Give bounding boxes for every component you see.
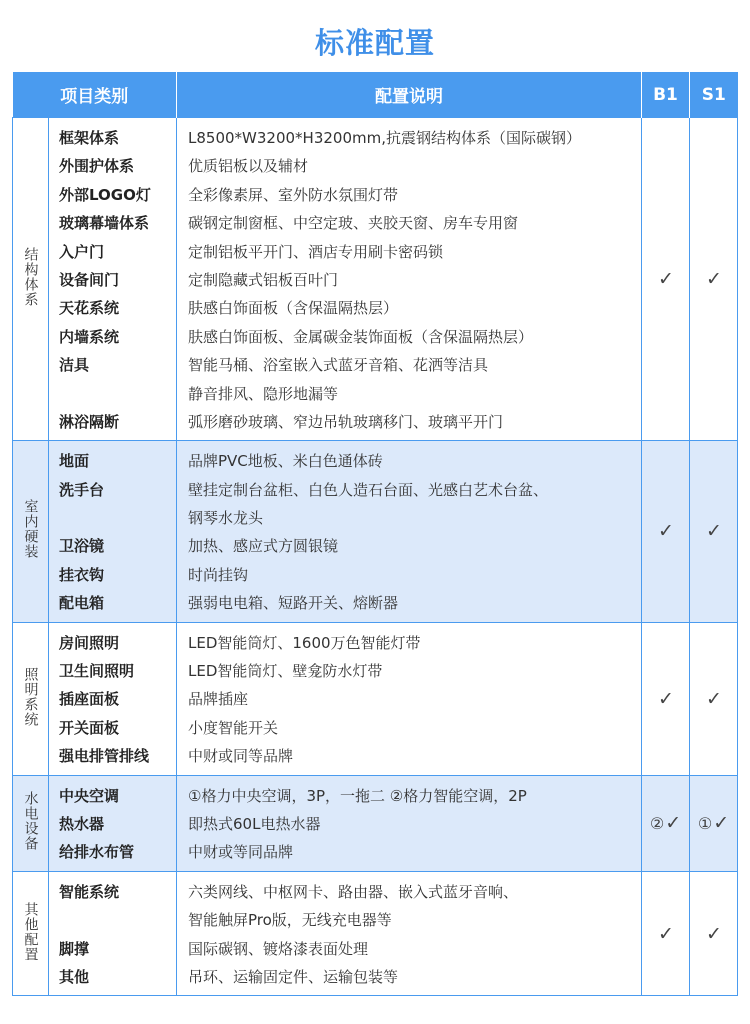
item-name: 脚撑 (59, 939, 90, 958)
check-icon: ✓ (706, 922, 722, 945)
item-list (49, 441, 176, 621)
description-column (177, 622, 642, 775)
description-list (177, 118, 641, 440)
description-list (177, 872, 641, 996)
check-icon: ✓ (706, 520, 722, 543)
check-icon: ✓ (665, 812, 682, 835)
item-description: 即热式60L电热水器 (188, 814, 321, 833)
item-description: 加热、感应式方圆银镜 (188, 537, 339, 556)
item-description: 品牌PVC地板、米白色通体砖 (188, 452, 383, 471)
item-name: 中央空调 (59, 786, 120, 805)
item-name: 配电箱 (59, 594, 105, 613)
group-row (13, 441, 738, 622)
item-list (49, 118, 176, 440)
item-column (49, 871, 177, 996)
item-name: 卫浴镜 (59, 537, 105, 556)
group-label: 室内硬装 (22, 499, 39, 560)
item-description: LED智能筒灯、壁龛防水灯带 (188, 662, 383, 681)
item-description: 静音排风、隐形地漏等 (188, 384, 339, 403)
b1-check-cell (642, 622, 690, 775)
check-icon: ✓ (658, 922, 674, 945)
item-description: L8500*W3200*H3200mm,抗震钢结构体系（国际碳钢） (188, 129, 581, 147)
header-b1: B1 (642, 72, 690, 118)
item-name (49, 380, 176, 408)
item-name: 智能系统 (59, 882, 120, 901)
check-icon: ✓ (706, 268, 722, 291)
item-column (49, 118, 177, 441)
group-label-cell (13, 871, 49, 996)
item-description: 品牌插座 (188, 690, 249, 709)
item-description: 智能马桶、浴室嵌入式蓝牙音箱、花洒等洁具 (188, 356, 489, 375)
item-description: 吊环、运输固定件、运输包装等 (188, 967, 399, 986)
item-name (49, 504, 176, 532)
s1-option-number: ① (697, 814, 713, 834)
b1-check-cell (642, 118, 690, 441)
item-description: 优质铝板以及辅材 (188, 157, 309, 176)
description-column (177, 775, 642, 871)
item-name: 强电排管排线 (59, 747, 150, 766)
check-icon: ✓ (713, 812, 730, 835)
group-label: 照明系统 (22, 666, 39, 727)
item-name: 外围护体系 (59, 157, 135, 176)
item-description: 智能触屏Pro版，无线充电器等 (188, 911, 392, 930)
item-name: 洁具 (59, 356, 90, 375)
item-name: 设备间门 (59, 270, 120, 289)
item-description: 壁挂定制台盆柜、白色人造石台面、光感白艺术台盆、 (188, 480, 549, 499)
group-row (13, 871, 738, 996)
item-description: 小度智能开关 (188, 718, 279, 737)
s1-check-cell (690, 118, 738, 441)
description-list (177, 441, 641, 621)
group-label-cell (13, 775, 49, 871)
item-name: 插座面板 (59, 690, 120, 709)
item-name: 入户门 (59, 242, 105, 261)
check-icon: ✓ (658, 520, 674, 543)
group-label-cell (13, 622, 49, 775)
item-description: 弧形磨砂玻璃、窄边吊轨玻璃移门、玻璃平开门 (188, 412, 504, 431)
table-header-row (13, 72, 738, 118)
description-list (177, 623, 641, 775)
check-icon: ✓ (658, 268, 674, 291)
item-name: 给排水布管 (59, 843, 135, 862)
item-name (49, 906, 176, 934)
s1-check-cell (690, 775, 738, 871)
item-name: 淋浴隔断 (59, 412, 120, 431)
item-description: 国际碳钢、镀烙漆表面处理 (188, 939, 369, 958)
s1-check-cell (690, 871, 738, 996)
item-name: 框架体系 (59, 129, 120, 147)
description-column (177, 118, 642, 441)
item-list (49, 776, 176, 871)
item-name: 洗手台 (59, 480, 105, 499)
b1-check-cell (642, 441, 690, 622)
spec-table (12, 72, 738, 996)
item-description: 定制隐藏式铝板百叶门 (188, 270, 339, 289)
item-name: 地面 (59, 452, 90, 471)
s1-check-cell (690, 441, 738, 622)
item-description: 强弱电电箱、短路开关、熔断器 (188, 594, 399, 613)
item-name: 热水器 (59, 814, 105, 833)
item-description: 钢琴水龙头 (188, 509, 264, 528)
item-list (49, 623, 176, 775)
item-description: 六类网线、中枢网卡、路由器、嵌入式蓝牙音响、 (188, 882, 519, 901)
item-name: 房间照明 (59, 633, 120, 652)
item-description: 时尚挂钩 (188, 565, 249, 584)
item-description: ①格力中央空调，3P，一拖二 ②格力智能空调，2P (188, 786, 527, 805)
item-name: 挂衣钩 (59, 565, 105, 584)
group-label-cell (13, 118, 49, 441)
item-name: 其他 (59, 967, 90, 986)
item-list (49, 872, 176, 996)
item-name: 天花系统 (59, 299, 120, 318)
b1-check-cell (642, 775, 690, 871)
item-description: 定制铝板平开门、酒店专用刷卡密码锁 (188, 242, 444, 261)
b1-check-cell (642, 871, 690, 996)
item-name: 开关面板 (59, 718, 120, 737)
header-description: 配置说明 (177, 72, 642, 118)
item-description: 肤感白饰面板（含保温隔热层） (188, 299, 399, 318)
check-icon: ✓ (706, 687, 722, 710)
item-column (49, 775, 177, 871)
header-category: 项目类别 (13, 72, 177, 118)
item-description: 肤感白饰面板、金属碳金装饰面板（含保温隔热层） (188, 327, 534, 346)
item-description: 中财或等同品牌 (188, 843, 294, 862)
description-list (177, 776, 641, 871)
item-column (49, 441, 177, 622)
s1-check-cell (690, 622, 738, 775)
header-s1: S1 (690, 72, 738, 118)
item-column (49, 622, 177, 775)
group-label: 其他配置 (22, 901, 39, 962)
item-name: 卫生间照明 (59, 662, 135, 681)
group-row (13, 775, 738, 871)
b1-option-number: ② (649, 814, 665, 834)
page-title: 标准配置 (314, 26, 435, 60)
item-name: 内墙系统 (59, 327, 120, 346)
description-column (177, 441, 642, 622)
check-icon: ✓ (658, 687, 674, 710)
item-description: 中财或同等品牌 (188, 747, 294, 766)
group-row (13, 622, 738, 775)
item-description: 碳钢定制窗框、中空定玻、夹胶天窗、房车专用窗 (188, 214, 519, 233)
table-body (13, 118, 738, 996)
item-name: 玻璃幕墙体系 (59, 214, 150, 233)
group-label: 水电设备 (22, 791, 39, 852)
item-name: 外部LOGO灯 (59, 185, 151, 204)
description-column (177, 871, 642, 996)
item-description: LED智能筒灯、1600万色智能灯带 (188, 633, 421, 652)
group-label: 结构体系 (22, 247, 39, 308)
item-description: 全彩像素屏、室外防水氛围灯带 (188, 185, 399, 204)
group-label-cell (13, 441, 49, 622)
group-row (13, 118, 738, 441)
